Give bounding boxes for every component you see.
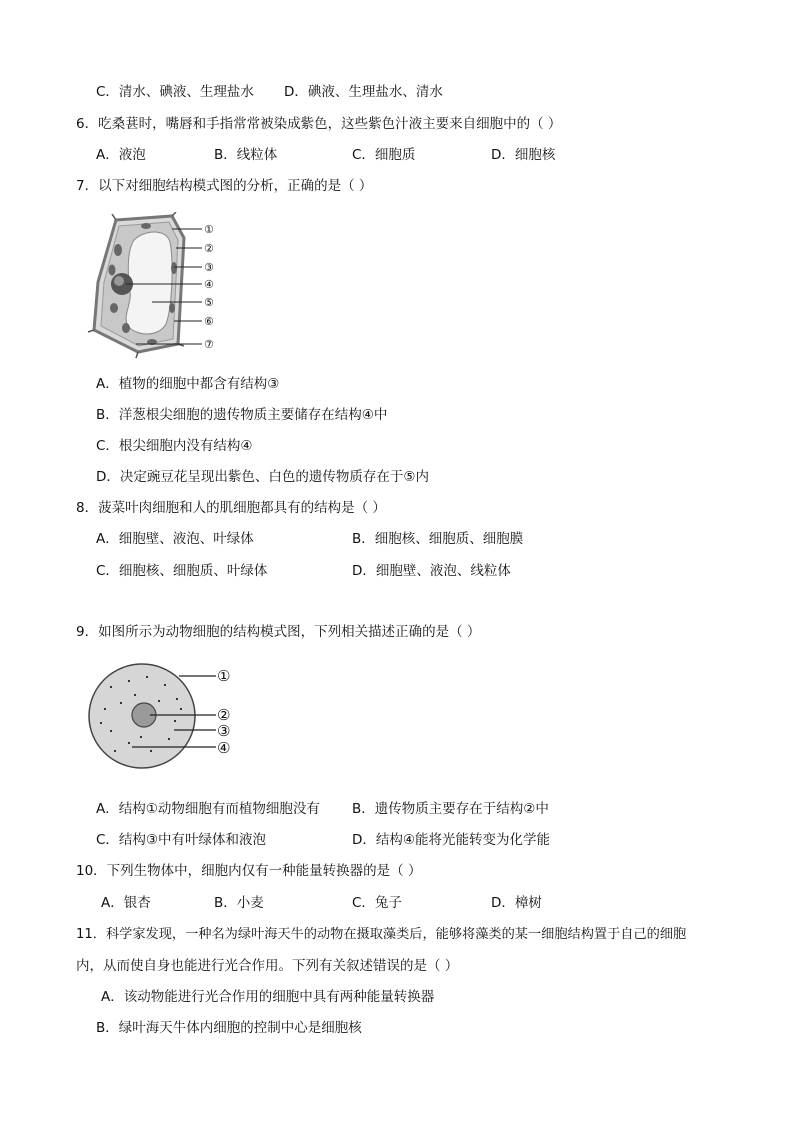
q8-option-c: C．细胞核、细胞质、叶绿体 [96,563,268,579]
plant-label-4: ④ [204,278,214,291]
q10-option-c: C．兔子 [352,895,402,911]
q11-option-b: B．绿叶海天牛体内细胞的控制中心是细胞核 [96,1020,362,1036]
q8-option-a: A．细胞壁、液泡、叶绿体 [96,531,254,547]
q5-option-c: C．清水、碘液、生理盐水 [96,84,254,100]
q6-option-b: B．线粒体 [214,147,278,163]
q8-option-b: B．细胞核、细胞质、细胞膜 [352,531,524,547]
plant-label-1: ① [204,223,214,236]
q9-option-d: D．结构④能将光能转变为化学能 [352,832,550,848]
q10-option-b: B．小麦 [214,895,264,911]
q10-option-a: A．银杏 [101,895,151,911]
q9-option-b: B．遗传物质主要存在于结构②中 [352,801,549,817]
plant-cell-diagram [86,212,246,362]
plant-label-5: ⑤ [204,296,214,309]
animal-label-2: ② [217,706,231,724]
q7-option-c: C．根尖细胞内没有结构④ [96,438,253,454]
plant-label-3: ③ [204,261,214,274]
plant-label-2: ② [204,242,214,255]
animal-label-3: ③ [217,722,231,740]
animal-label-1: ① [217,667,231,685]
q7-stem: 7．以下对细胞结构模式图的分析，正确的是（ ） [76,178,373,194]
q7-option-b: B．洋葱根尖细胞的遗传物质主要储存在结构④中 [96,407,388,423]
q11-stem-line1: 11．科学家发现，一种名为绿叶海天牛的动物在摄取藻类后，能够将藻类的某一细胞结构置于自己的细胞 [76,927,687,942]
q6-stem: 6．吃桑葚时，嘴唇和手指常常被染成紫色，这些紫色汁液主要来自细胞中的（ ） [76,116,562,132]
q9-option-c: C．结构③中有叶绿体和液泡 [96,832,267,848]
q6-option-a: A．液泡 [96,147,146,163]
animal-label-4: ④ [217,739,231,757]
q8-option-d: D．细胞壁、液泡、线粒体 [352,563,511,579]
q5-option-d: D．碘液、生理盐水、清水 [284,84,443,100]
q9-option-a: A．结构①动物细胞有而植物细胞没有 [96,801,320,817]
plant-label-6: ⑥ [204,315,214,328]
q6-option-d: D．细胞核 [491,147,556,163]
q11-option-a: A．该动物能进行光合作用的细胞中具有两种能量转换器 [101,989,435,1005]
q10-stem: 10．下列生物体中，细胞内仅有一种能量转换器的是（ ） [76,863,422,879]
q7-option-d: D．决定豌豆花呈现出紫色、白色的遗传物质存在于⑤内 [96,469,429,485]
animal-cell-diagram [84,658,254,778]
q7-option-a: A．植物的细胞中都含有结构③ [96,376,280,392]
q9-stem: 9．如图所示为动物细胞的结构模式图，下列相关描述正确的是（ ） [76,624,481,640]
plant-label-7: ⑦ [204,338,214,351]
q8-stem: 8．菠菜叶肉细胞和人的肌细胞都具有的结构是（ ） [76,500,386,516]
q10-option-d: D．樟树 [491,895,542,911]
q11-stem-line2: 内，从而使自身也能进行光合作用。下列有关叙述错误的是（ ） [76,958,459,974]
q6-option-c: C．细胞质 [352,147,416,163]
